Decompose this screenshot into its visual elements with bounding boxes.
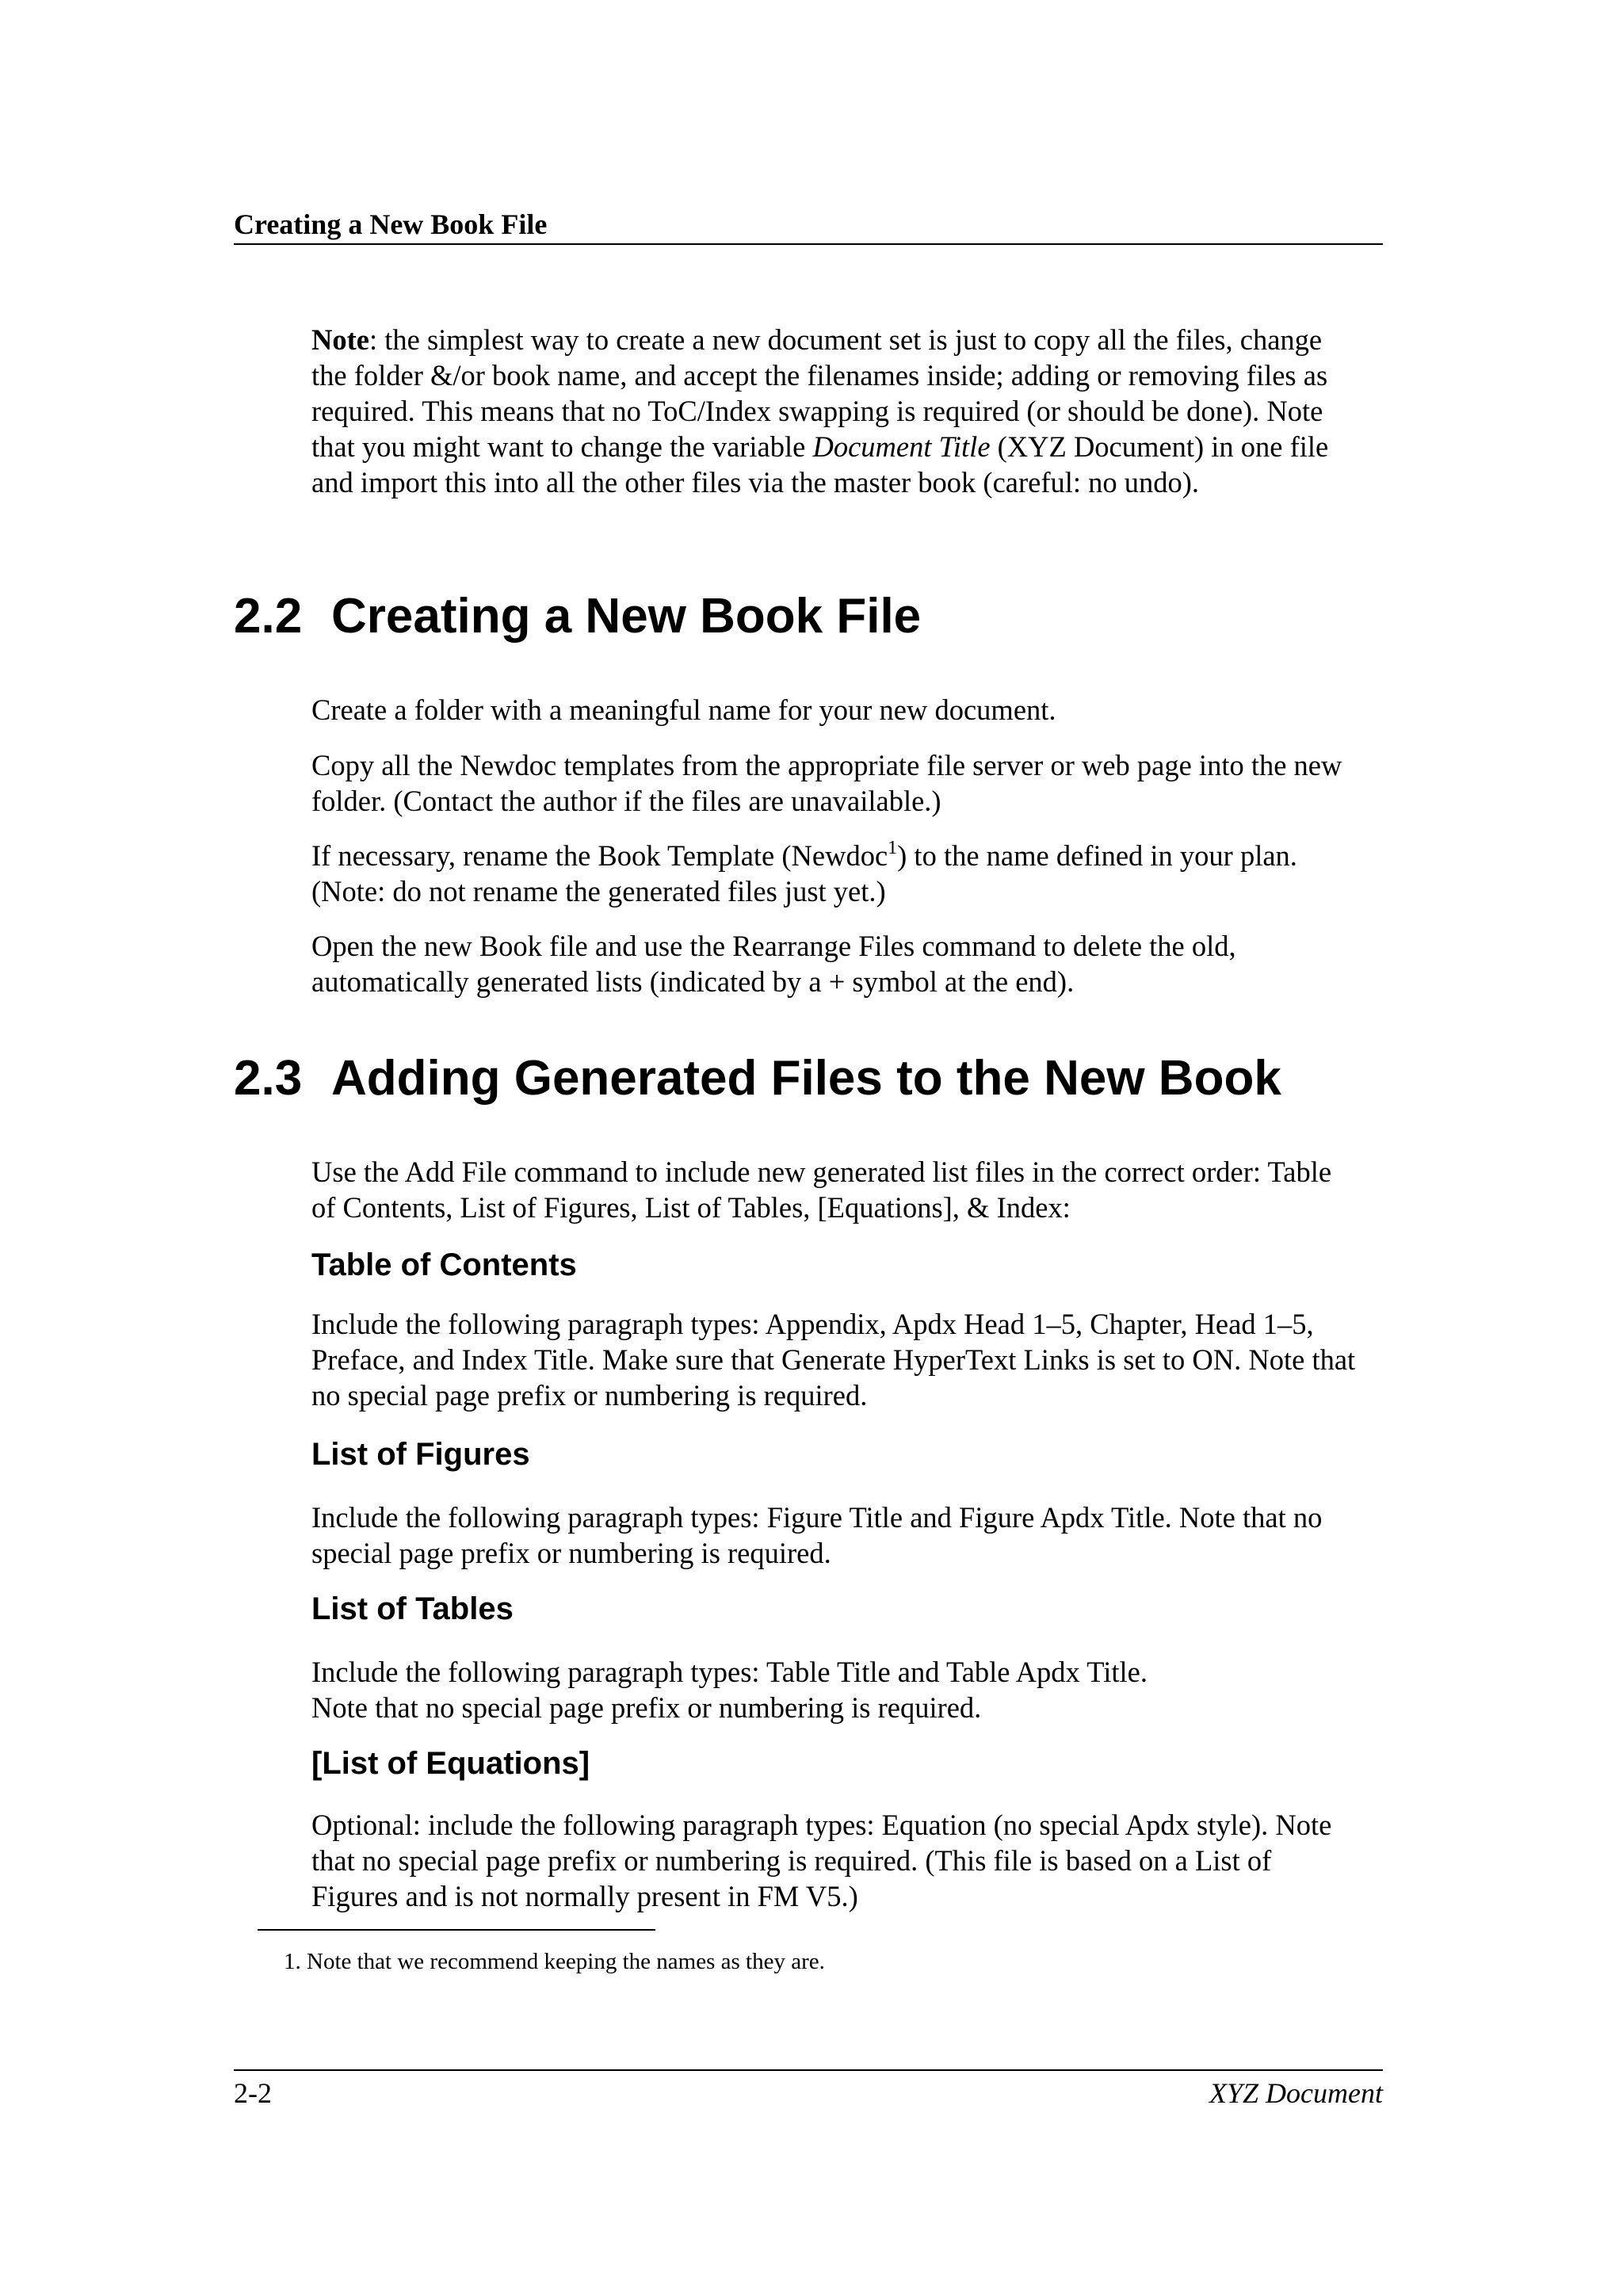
section-title: Creating a New Book File	[331, 589, 922, 644]
page-number: 2-2	[234, 2077, 272, 2109]
lot-paragraph	[311, 1654, 1358, 1725]
paragraph: Open the new Book file and use the Rearrange Files command to delete the old, automatically generated lists (indicated by a + symbol at the end).	[311, 930, 1236, 998]
toc-paragraph	[311, 1306, 1358, 1413]
paragraph: Copy all the Newdoc templates from the appropriate file server or web page into the new folder. (Contact the author if the files are unavailable.)	[311, 749, 1342, 817]
paragraph: Include the following paragraph types: Figure Title and Figure Apdx Title. Note that no special page prefix or numbering is required.	[311, 1501, 1323, 1569]
section-2-3-intro	[311, 1154, 1358, 1225]
section-2-2-para-2	[311, 747, 1358, 819]
paragraph-line: Note that no special page prefix or numbering is required.	[311, 1691, 982, 1724]
note-label: Note	[311, 323, 369, 356]
section-number: 2.3	[234, 1051, 303, 1106]
lof-paragraph	[311, 1499, 1358, 1571]
note-text-2: (XYZ Document) in one file and import this into all the other files via the master book (careful: no undo).	[311, 430, 1329, 499]
footer-rule	[234, 2069, 1383, 2071]
paragraph-text: ) to the name defined in your plan. (Note: do not rename the generated files just yet.)	[311, 839, 1297, 907]
section-2-2-para-1	[311, 692, 1358, 728]
header-rule	[234, 243, 1383, 245]
note-paragraph	[311, 322, 1358, 500]
paragraph: Use the Add File command to include new generated list files in the correct order: Table of Contents, List of Figures, List of Tables, [Equations], & Index:	[311, 1156, 1332, 1224]
note-text-1: : the simplest way to create a new document set is just to copy all the files, change the folder &/or book name, and accept the filenames inside; adding or removing files as required. This means that no ToC/Index swapping is required (or should be done). Note that you might want to change the variable	[311, 323, 1328, 463]
footnote-reference: 1	[888, 837, 898, 858]
subheading-list-of-figures: List of Figures	[311, 1437, 530, 1472]
section-2-2-para-4	[311, 928, 1358, 999]
section-number: 2.2	[234, 589, 303, 644]
paragraph-line: Include the following paragraph types: Table Title and Table Apdx Title.	[311, 1656, 1148, 1688]
note-block	[311, 322, 1358, 500]
document-title: XYZ Document	[1209, 2077, 1383, 2109]
section-2-2-para-3	[311, 838, 1358, 909]
paragraph: Create a folder with a meaningful name for your new document.	[311, 693, 1056, 726]
subheading-list-of-tables: List of Tables	[311, 1591, 514, 1626]
subheading-list-of-equations: [List of Equations]	[311, 1746, 590, 1781]
paragraph	[311, 838, 1358, 909]
loe-paragraph	[311, 1807, 1358, 1914]
footnote: 1. Note that we recommend keeping the names as they are.	[284, 1949, 825, 1974]
subheading-table-of-contents: Table of Contents	[311, 1247, 577, 1282]
section-title: Adding Generated Files to the New Book	[331, 1051, 1281, 1106]
section-heading-2-2	[234, 585, 1502, 648]
footnote-rule	[258, 1929, 655, 1931]
paragraph: Optional: include the following paragraph types: Equation (no special Apdx style). Note that no special page prefix or numbering is required. (This file is based on a List of Figures and is not normally present in FM V5.)	[311, 1809, 1332, 1912]
paragraph	[311, 1654, 1358, 1725]
note-italic-term: Document Title	[812, 430, 991, 463]
section-heading-2-3	[234, 1047, 1502, 1110]
paragraph: Include the following paragraph types: Appendix, Apdx Head 1–5, Chapter, Head 1–5, Preface, and Index Title. Make sure that Generate HyperText Links is set to ON. Note that no special page prefix or numbering is required.	[311, 1308, 1356, 1412]
paragraph-text: If necessary, rename the Book Template (Newdoc	[311, 839, 888, 872]
running-header: Creating a New Book File	[234, 208, 548, 240]
